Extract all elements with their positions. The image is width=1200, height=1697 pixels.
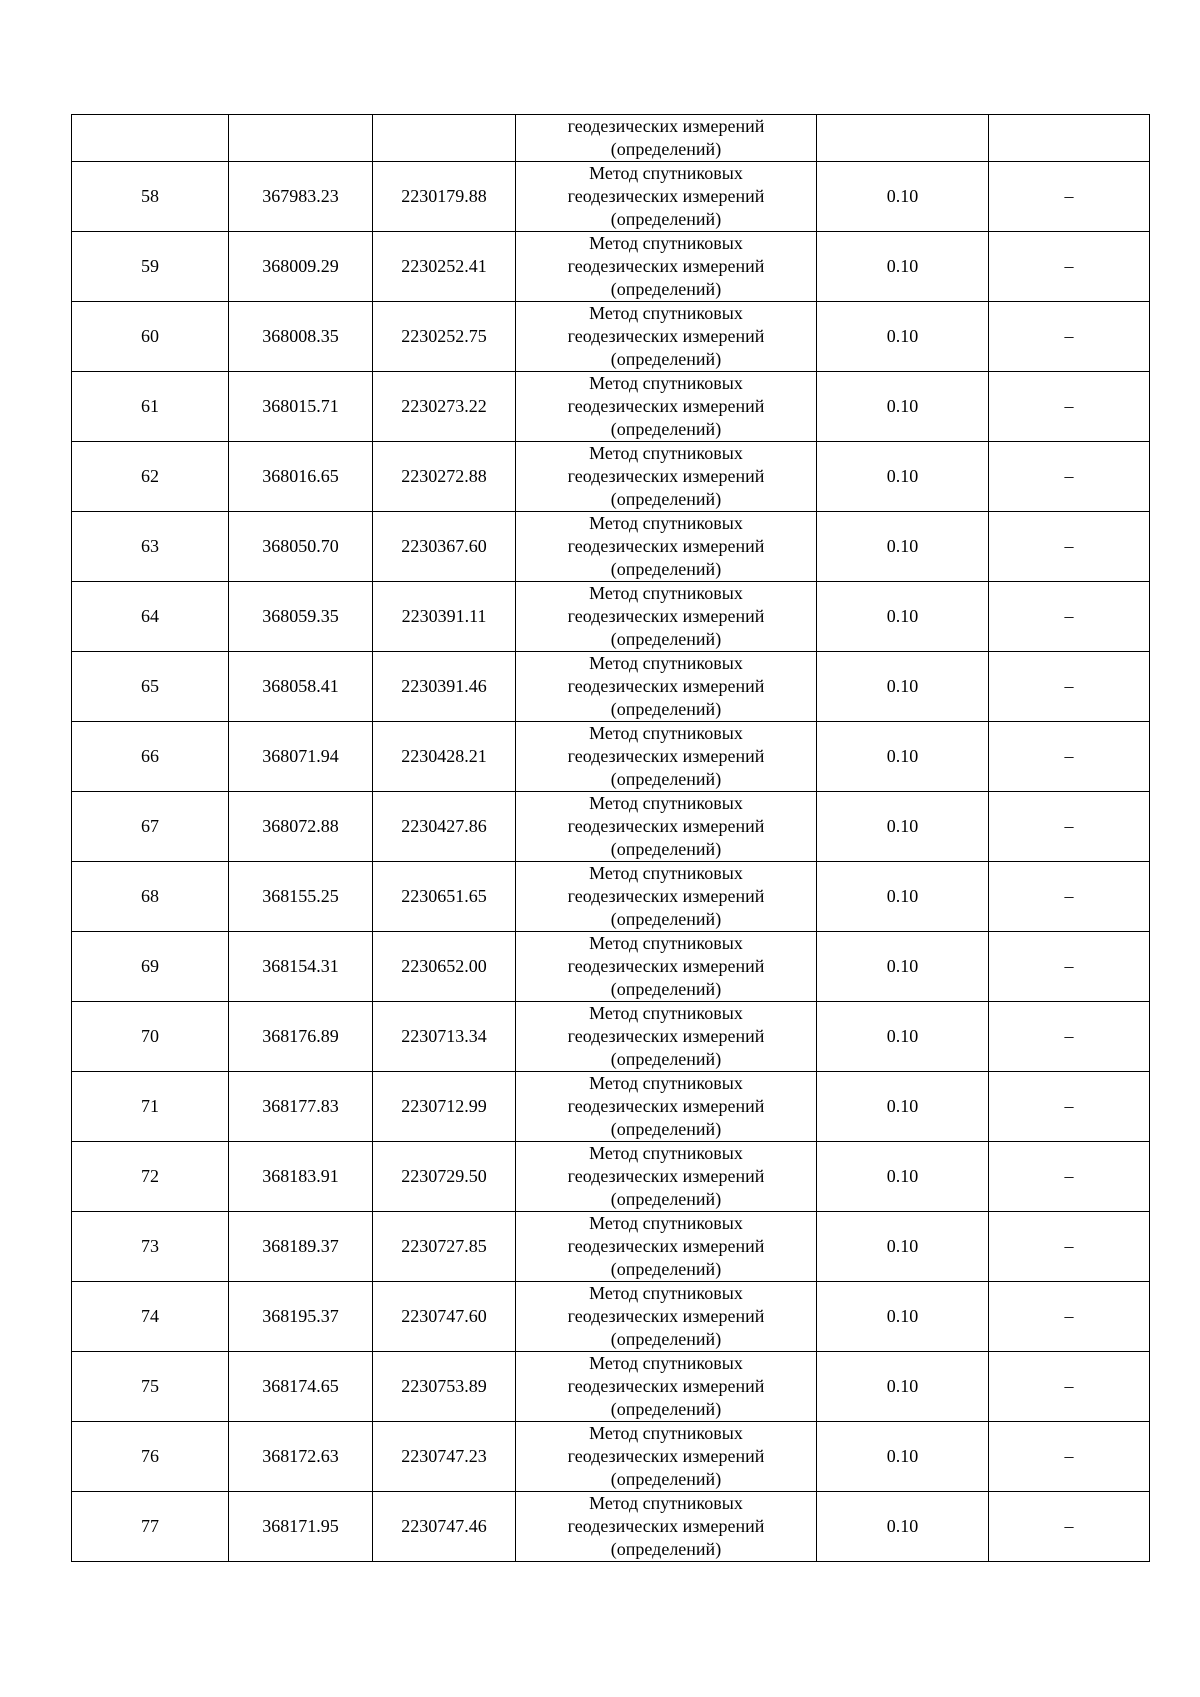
- cell-accuracy: 0.10: [817, 302, 989, 372]
- cell-y-coordinate: 2230729.50: [373, 1142, 516, 1212]
- cell-note: [989, 115, 1150, 162]
- cell-point-number: 60: [72, 302, 229, 372]
- cell-accuracy: [817, 115, 989, 162]
- cell-y-coordinate: 2230179.88: [373, 162, 516, 232]
- cell-point-number: 61: [72, 372, 229, 442]
- cell-method: Метод спутниковых геодезических измерений (определений): [516, 302, 817, 372]
- cell-accuracy: 0.10: [817, 1212, 989, 1282]
- table-row: [72, 792, 1150, 862]
- cell-method: Метод спутниковых геодезических измерений (определений): [516, 932, 817, 1002]
- cell-x-coordinate: [229, 115, 373, 162]
- cell-x-coordinate: 368058.41: [229, 652, 373, 722]
- cell-y-coordinate: 2230367.60: [373, 512, 516, 582]
- cell-x-coordinate: 368177.83: [229, 1072, 373, 1142]
- cell-note: –: [989, 302, 1150, 372]
- cell-accuracy: 0.10: [817, 792, 989, 862]
- cell-method: Метод спутниковых геодезических измерений (определений): [516, 722, 817, 792]
- cell-x-coordinate: 368015.71: [229, 372, 373, 442]
- cell-x-coordinate: 368009.29: [229, 232, 373, 302]
- table-row: [72, 512, 1150, 582]
- cell-point-number: 58: [72, 162, 229, 232]
- cell-method: Метод спутниковых геодезических измерений (определений): [516, 1002, 817, 1072]
- cell-y-coordinate: 2230651.65: [373, 862, 516, 932]
- cell-method: Метод спутниковых геодезических измерений (определений): [516, 512, 817, 582]
- cell-note: –: [989, 792, 1150, 862]
- table-row: [72, 862, 1150, 932]
- cell-point-number: 70: [72, 1002, 229, 1072]
- cell-note: –: [989, 512, 1150, 582]
- table-row: [72, 1422, 1150, 1492]
- table-row: [72, 372, 1150, 442]
- cell-y-coordinate: 2230727.85: [373, 1212, 516, 1282]
- cell-y-coordinate: 2230747.60: [373, 1282, 516, 1352]
- cell-accuracy: 0.10: [817, 442, 989, 512]
- cell-accuracy: 0.10: [817, 932, 989, 1002]
- cell-point-number: 76: [72, 1422, 229, 1492]
- cell-point-number: 69: [72, 932, 229, 1002]
- table-row: [72, 1352, 1150, 1422]
- table-row: [72, 1282, 1150, 1352]
- cell-note: –: [989, 372, 1150, 442]
- coordinates-table: [71, 114, 1150, 1562]
- cell-note: –: [989, 862, 1150, 932]
- cell-note: –: [989, 582, 1150, 652]
- table-row: [72, 162, 1150, 232]
- cell-accuracy: 0.10: [817, 1352, 989, 1422]
- table-row: [72, 1002, 1150, 1072]
- cell-accuracy: 0.10: [817, 652, 989, 722]
- cell-point-number: [72, 115, 229, 162]
- cell-point-number: 65: [72, 652, 229, 722]
- cell-method: Метод спутниковых геодезических измерений (определений): [516, 652, 817, 722]
- cell-x-coordinate: 368155.25: [229, 862, 373, 932]
- cell-note: –: [989, 932, 1150, 1002]
- cell-accuracy: 0.10: [817, 722, 989, 792]
- cell-x-coordinate: 368016.65: [229, 442, 373, 512]
- table-row: [72, 722, 1150, 792]
- cell-point-number: 74: [72, 1282, 229, 1352]
- cell-x-coordinate: 368072.88: [229, 792, 373, 862]
- cell-y-coordinate: 2230252.75: [373, 302, 516, 372]
- cell-note: –: [989, 1282, 1150, 1352]
- cell-method: Метод спутниковых геодезических измерений (определений): [516, 372, 817, 442]
- cell-method: Метод спутниковых геодезических измерений (определений): [516, 582, 817, 652]
- table-row-continued: [72, 115, 1150, 162]
- table-row: [72, 1212, 1150, 1282]
- cell-method: Метод спутниковых геодезических измерений (определений): [516, 232, 817, 302]
- cell-accuracy: 0.10: [817, 1002, 989, 1072]
- cell-point-number: 77: [72, 1492, 229, 1562]
- cell-accuracy: 0.10: [817, 1282, 989, 1352]
- cell-note: –: [989, 1142, 1150, 1212]
- cell-point-number: 62: [72, 442, 229, 512]
- cell-x-coordinate: 368171.95: [229, 1492, 373, 1562]
- cell-point-number: 73: [72, 1212, 229, 1282]
- cell-x-coordinate: 368189.37: [229, 1212, 373, 1282]
- cell-y-coordinate: 2230713.34: [373, 1002, 516, 1072]
- cell-point-number: 71: [72, 1072, 229, 1142]
- cell-accuracy: 0.10: [817, 1492, 989, 1562]
- cell-y-coordinate: 2230391.11: [373, 582, 516, 652]
- cell-point-number: 67: [72, 792, 229, 862]
- cell-x-coordinate: 368176.89: [229, 1002, 373, 1072]
- cell-accuracy: 0.10: [817, 862, 989, 932]
- cell-x-coordinate: 367983.23: [229, 162, 373, 232]
- cell-note: –: [989, 1352, 1150, 1422]
- table-row: [72, 1142, 1150, 1212]
- cell-note: –: [989, 722, 1150, 792]
- cell-accuracy: 0.10: [817, 1422, 989, 1492]
- cell-x-coordinate: 368059.35: [229, 582, 373, 652]
- cell-method: Метод спутниковых геодезических измерений (определений): [516, 1142, 817, 1212]
- cell-accuracy: 0.10: [817, 1072, 989, 1142]
- cell-x-coordinate: 368183.91: [229, 1142, 373, 1212]
- cell-note: –: [989, 652, 1150, 722]
- cell-x-coordinate: 368071.94: [229, 722, 373, 792]
- cell-accuracy: 0.10: [817, 232, 989, 302]
- cell-y-coordinate: [373, 115, 516, 162]
- cell-method: Метод спутниковых геодезических измерений (определений): [516, 1072, 817, 1142]
- cell-note: –: [989, 1212, 1150, 1282]
- cell-method: геодезических измерений (определений): [516, 115, 817, 162]
- cell-point-number: 66: [72, 722, 229, 792]
- table-row: [72, 442, 1150, 512]
- cell-y-coordinate: 2230273.22: [373, 372, 516, 442]
- cell-y-coordinate: 2230427.86: [373, 792, 516, 862]
- cell-note: –: [989, 1492, 1150, 1562]
- cell-point-number: 68: [72, 862, 229, 932]
- cell-accuracy: 0.10: [817, 512, 989, 582]
- cell-y-coordinate: 2230428.21: [373, 722, 516, 792]
- cell-method: Метод спутниковых геодезических измерений (определений): [516, 1422, 817, 1492]
- cell-y-coordinate: 2230747.46: [373, 1492, 516, 1562]
- cell-accuracy: 0.10: [817, 162, 989, 232]
- cell-note: –: [989, 232, 1150, 302]
- cell-point-number: 59: [72, 232, 229, 302]
- cell-accuracy: 0.10: [817, 1142, 989, 1212]
- cell-accuracy: 0.10: [817, 372, 989, 442]
- cell-accuracy: 0.10: [817, 582, 989, 652]
- cell-note: –: [989, 1002, 1150, 1072]
- cell-y-coordinate: 2230747.23: [373, 1422, 516, 1492]
- cell-method: Метод спутниковых геодезических измерений (определений): [516, 1212, 817, 1282]
- cell-y-coordinate: 2230652.00: [373, 932, 516, 1002]
- cell-note: –: [989, 162, 1150, 232]
- cell-x-coordinate: 368050.70: [229, 512, 373, 582]
- cell-x-coordinate: 368195.37: [229, 1282, 373, 1352]
- cell-x-coordinate: 368008.35: [229, 302, 373, 372]
- table-row: [72, 932, 1150, 1002]
- cell-y-coordinate: 2230753.89: [373, 1352, 516, 1422]
- cell-method: Метод спутниковых геодезических измерений (определений): [516, 862, 817, 932]
- cell-method: Метод спутниковых геодезических измерений (определений): [516, 162, 817, 232]
- cell-note: –: [989, 442, 1150, 512]
- table-row: [72, 232, 1150, 302]
- table-row: [72, 1072, 1150, 1142]
- cell-point-number: 63: [72, 512, 229, 582]
- cell-method: Метод спутниковых геодезических измерений (определений): [516, 1352, 817, 1422]
- cell-point-number: 64: [72, 582, 229, 652]
- table-body: [72, 115, 1150, 1562]
- table-row: [72, 652, 1150, 722]
- cell-y-coordinate: 2230272.88: [373, 442, 516, 512]
- cell-point-number: 72: [72, 1142, 229, 1212]
- cell-x-coordinate: 368172.63: [229, 1422, 373, 1492]
- cell-note: –: [989, 1422, 1150, 1492]
- table-row: [72, 582, 1150, 652]
- cell-method: Метод спутниковых геодезических измерений (определений): [516, 792, 817, 862]
- cell-y-coordinate: 2230712.99: [373, 1072, 516, 1142]
- cell-x-coordinate: 368154.31: [229, 932, 373, 1002]
- cell-y-coordinate: 2230252.41: [373, 232, 516, 302]
- cell-method: Метод спутниковых геодезических измерений (определений): [516, 1492, 817, 1562]
- cell-method: Метод спутниковых геодезических измерений (определений): [516, 442, 817, 512]
- cell-x-coordinate: 368174.65: [229, 1352, 373, 1422]
- table-row: [72, 1492, 1150, 1562]
- cell-method: Метод спутниковых геодезических измерений (определений): [516, 1282, 817, 1352]
- cell-y-coordinate: 2230391.46: [373, 652, 516, 722]
- cell-note: –: [989, 1072, 1150, 1142]
- table-row: [72, 302, 1150, 372]
- cell-point-number: 75: [72, 1352, 229, 1422]
